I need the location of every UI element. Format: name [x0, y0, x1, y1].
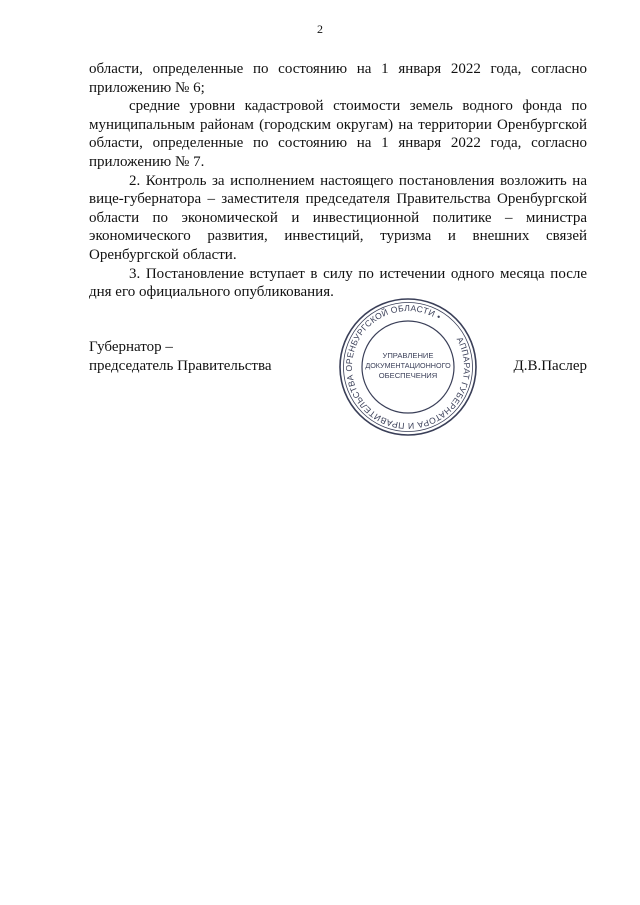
document-body	[89, 60, 587, 302]
signatory-title-line-2: председатель Правительства	[89, 357, 272, 374]
signatory-title	[89, 338, 272, 375]
paragraph-1: области, определенные по состоянию на 1 января 2022 года, согласно приложению № 6;	[89, 61, 587, 96]
paragraph-3: 2. Контроль за исполнением настоящего постановления возложить на вице-губернатора – заместителя председателя Правительства Оренбургской области по экономической и инвестиционной политике – министра экономического развития, инвестиций, туризма и внешних связей Оренбургской области.	[89, 172, 587, 263]
official-stamp	[336, 295, 480, 439]
stamp-center-line-3: ОБЕСПЕЧЕНИЯ	[378, 371, 438, 380]
paragraph-2: средние уровни кадастровой стоимости земель водного фонда по муниципальным районам (городским округам) на территории Оренбургской области, определенные по состоянию на 1 января 2022 года, согласно приложению № 7.	[89, 98, 587, 170]
stamp-center-line-2: ДОКУМЕНТАЦИОННОГО	[365, 361, 451, 370]
stamp-ring-text: АППАРАТ ГУБЕРНАТОРА И ПРАВИТЕЛЬСТВА ОРЕНБУРГСКОЙ ОБЛАСТИ •	[343, 302, 473, 432]
stamp-center-line-1: УПРАВЛЕНИЕ	[382, 351, 434, 360]
signatory-title-line-1: Губернатор –	[89, 339, 173, 355]
stamp-seal-icon	[336, 295, 480, 439]
signatory-name: Д.В.Паслер	[513, 358, 587, 374]
paragraph-4: 3. Постановление вступает в силу по истечении одного месяца после дня его официального опубликования.	[89, 265, 587, 301]
page-number: 2	[317, 22, 323, 36]
